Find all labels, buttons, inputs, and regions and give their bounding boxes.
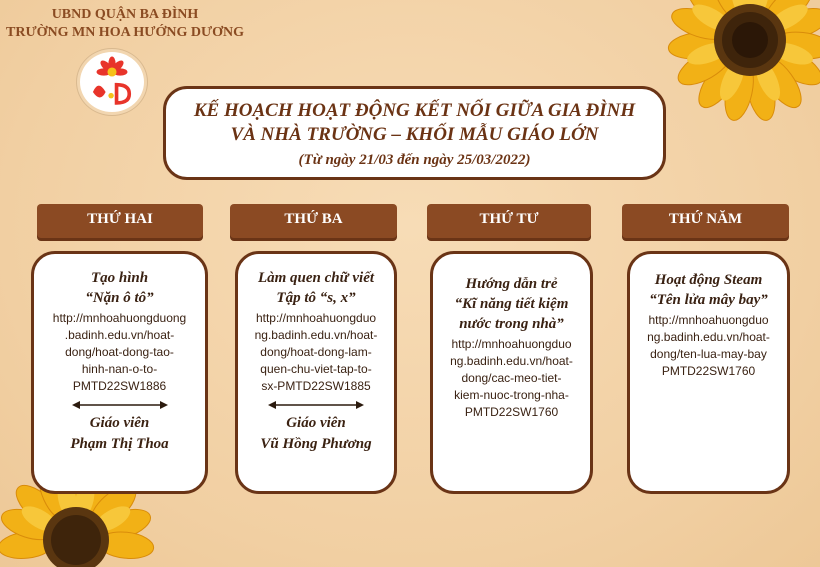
arrow-divider-icon bbox=[72, 399, 168, 411]
activity-link-line: http://mnhoahuongduo bbox=[255, 311, 377, 325]
teacher-name: Vũ Hồng Phương bbox=[260, 436, 372, 452]
activity-link-line: dong/cac-meo-tiet- bbox=[461, 371, 562, 385]
day-header-wednesday: THỨ TƯ bbox=[427, 204, 591, 238]
activity-link-line: http://mnhoahuongduo bbox=[451, 337, 572, 351]
activity-card-tuesday bbox=[235, 251, 397, 494]
org-line-2: TRƯỜNG MN HOA HƯỚNG DƯƠNG bbox=[6, 25, 244, 40]
activity-name: Hoạt động Steam bbox=[654, 272, 763, 288]
activity-name: Tạo hình bbox=[90, 270, 149, 286]
plan-title-box bbox=[163, 86, 666, 180]
school-logo-image bbox=[80, 52, 144, 112]
activity-title: “Nặn ô tô” bbox=[85, 290, 154, 306]
activity-link-line: PMTD22SW1760 bbox=[464, 405, 559, 419]
activity-link-line: dong/hoat-dong-tao- bbox=[65, 345, 174, 359]
activity-link-line: .badinh.edu.vn/hoat- bbox=[64, 328, 175, 342]
activity-link[interactable] bbox=[238, 310, 394, 395]
activity-name: Hướng dẫn trẻ bbox=[465, 276, 558, 292]
plan-date-range: (Từ ngày 21/03 đến ngày 25/03/2022) bbox=[298, 152, 531, 168]
activity-link-line: http://mnhoahuongduo bbox=[648, 313, 769, 327]
activity-link[interactable] bbox=[433, 336, 590, 421]
day-header-tuesday: THỨ BA bbox=[230, 204, 397, 238]
arrow-divider-icon bbox=[268, 399, 364, 411]
activity-link-line: dong/ten-lua-may-bay bbox=[650, 347, 767, 361]
org-line-1: UBND QUẬN BA ĐÌNH bbox=[51, 7, 199, 22]
activity-title: Tập tô “s, x” bbox=[276, 290, 356, 306]
activity-link-line: ng.badinh.edu.vn/hoat- bbox=[450, 354, 573, 368]
activity-link-line: PMTD22SW1886 bbox=[72, 379, 167, 393]
activity-card-monday bbox=[31, 251, 208, 494]
activity-link-line: quen-chu-viet-tap-to- bbox=[260, 362, 372, 376]
day-header-monday: THỨ HAI bbox=[37, 204, 203, 238]
activity-title: “Kĩ năng tiết kiệm bbox=[454, 296, 569, 312]
activity-link-line: hinh-nan-o-to- bbox=[81, 362, 158, 376]
organization-header bbox=[0, 6, 250, 42]
activity-link[interactable] bbox=[34, 310, 205, 395]
teacher-label: Giáo viên bbox=[286, 415, 346, 431]
activity-link-line: sx-PMTD22SW1885 bbox=[261, 379, 371, 393]
activity-link-line: PMTD22SW1760 bbox=[661, 364, 756, 378]
activity-card-wednesday bbox=[430, 251, 593, 494]
activity-title: nước trong nhà” bbox=[459, 316, 564, 332]
activity-link-line: http://mnhoahuongduong bbox=[52, 311, 187, 325]
day-header-thursday: THỨ NĂM bbox=[622, 204, 789, 238]
activity-card-thursday bbox=[627, 251, 790, 494]
activity-link-line: ng.badinh.edu.vn/hoat- bbox=[647, 330, 770, 344]
activity-link-line: kiem-nuoc-trong-nha- bbox=[454, 388, 569, 402]
activity-name: Làm quen chữ viết bbox=[257, 270, 375, 286]
teacher-label: Giáo viên bbox=[89, 415, 150, 431]
plan-title-line-2: VÀ NHÀ TRƯỜNG – KHỐI MẪU GIÁO LỚN bbox=[230, 124, 599, 145]
school-logo bbox=[77, 49, 147, 115]
activity-title: “Tên lửa mây bay” bbox=[649, 292, 768, 308]
plan-title-line-1: KẾ HOẠCH HOẠT ĐỘNG KẾT NỐI GIỮA GIA ĐÌNH bbox=[193, 100, 636, 121]
activity-link-line: ng.badinh.edu.vn/hoat- bbox=[254, 328, 378, 342]
teacher-name: Phạm Thị Thoa bbox=[70, 436, 169, 452]
sunflower-top-right-image bbox=[664, 0, 820, 128]
activity-link-line: dong/hoat-dong-lam- bbox=[260, 345, 372, 359]
activity-link[interactable] bbox=[630, 312, 787, 380]
